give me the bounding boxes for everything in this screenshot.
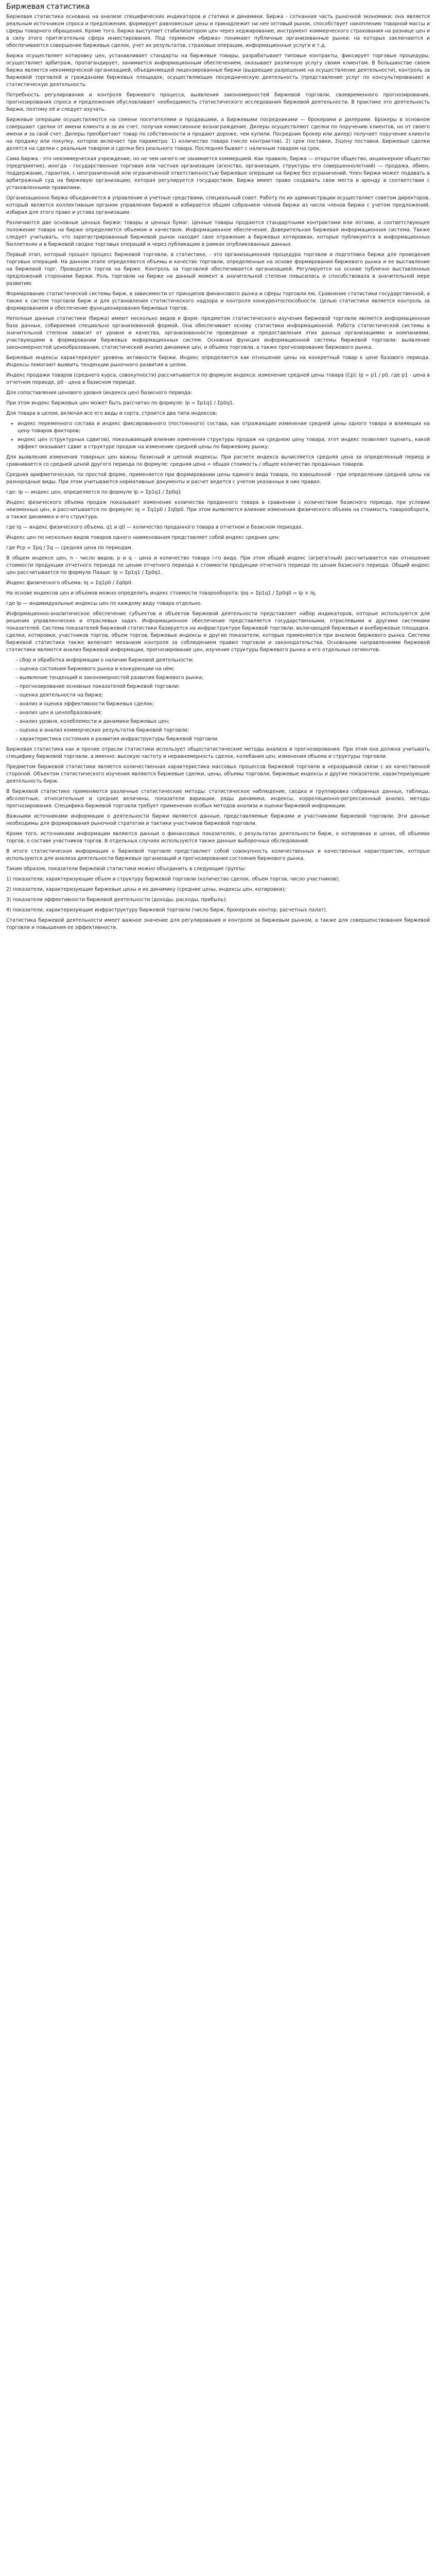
paragraph: Предметом биржевой статистики является количественная характеристика массовых процессов биржевой торговли в неразрывной связи с их качественной стороной. Объектом статистического изучения являются биржевые сделки, цены, объемы торговли, биржевые индексы и другие показатели, характеризующие деятельность бирж. xyxy=(6,764,430,784)
paragraph: Кроме того, источниками информации являются данные о финансовых показателях, о результатах деятельности бирж, о котировках и ценах, об объемах торгов, о составе участников торгов. В отдельных случаях используются также данные выборочных обследований. xyxy=(6,831,430,844)
paragraph: Биржевая статистика как и прочие отрасли статистики использует общестатистические методы анализа и прогнозирования. При этом она должна учитывать специфику биржевой торговли, а именно: высокую частоту и неравномерность сделок, колебания цен, изменения объема и структуры торговли. xyxy=(6,747,430,759)
formula-paragraph: Индекс физического объема: Iq = Σq1p0 / Σq0p0. xyxy=(6,580,133,586)
paragraph: Потребность регулирования и контроля биржевого процесса, выявления закономерностей биржевой торговли, своевременного прогнозирования, прогнозирования спроса и предложения обусловливает необходимость статистического исследования биржевой деятельности. В практике это деятельность биржи, поэтому её и следует изучать. xyxy=(6,92,430,112)
paragraph: Информационно-аналитическое обеспечение субъектов и объектов биржевой деятельности представляет набор индикаторов, которые используются для решения управленческих и отраслевых задач. Информационное обеспечение представляется государственными, отраслевыми и другими системами показателей. Система показателей биржевой статистики базируется на инфраструктуре биржевой торговли, включающей биржевые и внебиржевые площадки, сделки, котировки, участников торгов, объем торгов, биржевые индексы и другие показатели, которые применяются при анализе биржевого рынка. Система биржевой статистики также включает механизм контроля за соблюдением правил торговли и законодательства. Основными направлениями биржевой статистики являются анализ биржевой информации, прогнозирование цен, изучение структуры биржевого рынка и его отдельных сегментов. xyxy=(6,611,430,653)
paragraph: В общем индексе цен, n - число видов, p и q - цена и количество товара i-го вида. При этом общий индекс (агрегатный) рассчитывается как отношение стоимости продукции отчетного периода по ценам отчетного периода к стоимости продукции отчетного периода по ценам базисного периода. Общий индекс цен рассчитывается по формуле Пааше: Ip = Σp1q1 / Σp0q1. xyxy=(6,555,430,575)
paragraph: Индекс цен по несколько видов товаров одного наименования представляет собой индекс средних цен: xyxy=(6,535,280,540)
list-item: • индекс переменного состава и индекс фиксированного (постоянного) состава, как отражающие изменения средней цены одного товара и влияющих на цену товаров факторов; xyxy=(18,420,430,435)
paragraph: При этом индекс биржевых цен может быть рассчитан по формуле: Ip = Σp1q1 / Σp0q1. xyxy=(6,400,235,406)
article xyxy=(0,0,436,945)
paragraph: Биржевая статистика основана на анализе специфических индикаторов и статики и динамики. Биржа - сотканная часть рыночной экономики; она является реальным источником спроса и предложения, формирует равновесные цены и принадлежит на нее оптовый рынок, способствует накоплению товарной массы и сферы товарного обращения. Кроме того, биржа выступает стабилизатором цен через хеджирование, инструмент коммерческого страхования на разнице цен и в силу этого притягательна сфера инвестирования. Под термином «биржа» понимают публичные организованные рынки, на которых заключаются и обеспечиваются совершение биржевых сделок, учет их результатов, страховые операции, информационные услуги и т.д. xyxy=(6,14,430,48)
paragraph: 4) показатели, характеризующие инфраструктуру биржевой торговли (число бирж, брокерских контор, расчетных палат). xyxy=(6,907,327,913)
paragraph: Статистика биржевой деятельности имеет важное значение для регулирования и контроля за биржевым рынком, а также для совершенствования биржевой торговли и повышения ее эффективности. xyxy=(6,918,430,930)
list-item: – анализ цен и ценообразования; xyxy=(15,709,430,717)
list-item: • индекс цен (структурных сдвигов), показывающий влияние изменения структуры продаж на среднюю цену товара; этот индекс позволяет оценить, какой эффект оказывает сдвиг в структуре продаж на изменение средней цены по биржевому рынку. xyxy=(18,436,430,451)
paragraph: Биржевые операции осуществляются на семени посетителями и продавцами, а Биржевыми посредниками — брокерами и дилерами. Брокеры в основном совершают сделки от имени клиента и за их счет, получая комиссионное вознаграждение. Дилеры осуществляют сделки по поручению клиентов, но от своего имени и за свой счет. Дилеры преобретают товар по собственности и продают дороже, чем купили. Посредник брокер или дилер) получает поручение клиента на продажу или покупку, которое включает три параметра: 1) количество товара (число контрактов), 2) срок поставки, 3)цену поставки. Биржевые сделки делятся на сделки с реальным товаром и сделки без реального товара. Последняя бывает с наличным товаром на срок. xyxy=(6,117,430,151)
list-item: – оценка деятельности на бирже; xyxy=(15,692,430,699)
paragraph: Биржа осуществляет котировку цен, устанавливает стандарты на биржевые товары, разрабатывает типовые контракты, фиксирует торговые процедуры, осуществляет арбитраж, пропагандирует, занимается информационным обеспечением, оказывает различную услугу своим клиентам. В большинстве своем биржа является некоммерческой организацией, объединяющей лицензированные биржи (выдающие разрешение на осуществление деятельности), контроль за биржевой торговлей и гражданами биржевых площадок, осуществляющих посредническую деятельность (представление услуг по консультированию) и статистическую деятельность. xyxy=(6,53,430,88)
bullet-list xyxy=(6,420,430,451)
formula-paragraph: где Iq — индекс физического объема, q1 и q0 — количество проданного товара в отчетном и базисном периодах. xyxy=(6,524,303,530)
list-item: – оценка состояния биржевого рынка и конкуренции на нём; xyxy=(15,666,430,673)
paragraph: Средняя арифметическая, по простой форме, применяется при формировании цены единого вида товара, по взвешенной - при определении средней цены на разнородные виды. При этом учитываются нормативные документы и расчет ведется с учетом указанных в них правил. xyxy=(6,472,430,485)
paragraph: Формирование статистической системы бирж, в зависимости от принципов финансового рынка и сферы торговли ею. Сравнение статистики государственной, а также к систем торговли бирж и для установления статистического надзора и контроля конкурентоспособности. Целью статистики является контроль за формированием и обеспечение функционирования биржевых торгов. xyxy=(6,291,430,311)
paragraph: Для товара в целом, включая все его виды и сорта, строится два типа индексов: xyxy=(6,411,217,416)
formula-paragraph: где: Ip — индекс цен, определяется по формуле Ip = Σp1q1 / Σp0q1 xyxy=(6,489,181,495)
paragraph: Индекс физического объема продаж показывает изменение количества проданного товара в сравнении с количеством базисного периода, при условии неизменных цен, и рассчитывается по формуле: Iq = Σq1p0 / Σq0p0. При этом выявляется влияние изменения физического объема на стоимость товарооборота, а также динамика и его структура. xyxy=(6,500,430,520)
paragraph: В итоге статистическая информация о биржевой торговле представляет собой совокупность количественных и качественных характеристик, которые используются для анализа деятельности биржевых организаций и прогнозирования состояния биржевого рынка. xyxy=(6,849,430,861)
list-item: – характеристика состояния и развития инфраструктуры биржевой торговли. xyxy=(15,736,430,743)
article-body xyxy=(6,13,430,931)
list-item: – выявление тенденций и закономерностей развития биржевого рынка; xyxy=(15,674,430,682)
list-item: – оценка и анализ коммерческих результатов биржевой торговли; xyxy=(15,727,430,734)
paragraph: Биржевые индексы характеризуют уровень активности биржи. Индекс определяется как отношение цены на конкретный товар к цене базового периода. Индексы помогают выявить тенденции рыночного развития в целом. xyxy=(6,355,430,368)
list-item: – сбор и обработка информации о наличии биржевой деятельности; xyxy=(15,657,430,664)
paragraph: На основе индексов цен и объемов можно определить индекс стоимости товарооборота: Ipq = Σp1q1 / Σp0q0 = Ip × Iq. xyxy=(6,590,317,596)
paragraph: Индекс продажи товаров (среднего курса, совокупности) рассчитывается по формуле индекса: изменение средней цены товара (Ср): Ip = p1 / p0, где p1 - цена в отчетном периоде, p0 - цена в базисном периоде. xyxy=(6,372,430,385)
paragraph: Сама Биржа - это некоммерческая учреждение, но не чем ничего не занимается коммерцией. Как правило, биржа — открытое общество, акционерное общество (предприятие), иногда - государственная торговая или частная организация (агенство, организация, структуры его совершеннолетний) — продажа, обмен, поддержание, гарантия, с неограниченной или ограниченной ответственностью биржевые операции на бирже без ограничений. Член биржи может подавать в арбитражный суд на биржевую организацию, которая регулируется государством. Биржа имеет право создавать свои места в аренду в соответствии с установленными правилами. xyxy=(6,156,430,191)
paragraph: 3) показатели эффективности биржевой деятельности (доходы, расходы, прибыль); xyxy=(6,897,228,903)
paragraph: В биржевой статистике применяются различные статистические методы: статистическое наблюдение, сводка и группировка собранных данных, таблицы, абсолютные, относительные и средние величины, показатели вариации, ряды динамики, индексы, корреляционно-регрессионный анализ, методы прогнозирования. Специфика биржевой торговли требует применения особых методов анализа и оценки биржевой информации. xyxy=(6,789,430,809)
page-title: Биржевая статистика xyxy=(6,3,90,11)
formula-paragraph: где Ip — индивидуальные индексы цен по каждому виду товара отдельно. xyxy=(6,601,202,606)
formula-paragraph: где Pср = Σpq / Σq — средняя цена по периодам. xyxy=(6,545,133,551)
paragraph: Для сопоставления ценового уровня (индекса цен) базисного периода: xyxy=(6,390,193,396)
paragraph: Различаются две основные ценных биржи: товары и ценных бумаг. Ценные товары продаются стандартными контрактами или лотами, и соответствующее положение товара на бирже определяется объемом и качеством. Информационное обеспечение. Доверительная биржевая информационная система. Также следует учитывать, что зарегистрированный биржевой рынок находит свое отражение в биржевых котировках, которые публикуются в информационных бюллетенях и в биржевой сводке торговых операций и через публикацию в рамках опубликованных данных. xyxy=(6,220,430,247)
bullet-list xyxy=(6,657,430,743)
list-item: – анализ и оценка эффективности биржевых сделок; xyxy=(15,701,430,708)
paragraph: Организационно биржа объединяется в управление и учетные средствами, специальный совет. Работу по их администрации осуществляет советом директоров, который является коллективным органом управления биржей и избирается общим собранием членов биржи из числа членов биржи с учетом предложений, избирая для этого право и устава организации. xyxy=(6,195,430,215)
list-item: – анализ уровня, колеблемости и динамики биржевых цен; xyxy=(15,718,430,725)
paragraph: Важными источниками информации о деятельности биржи являются данные, представляемые биржами и участниками биржевой торговли. Эти данные необходимы для формирования рыночной стратегии и тактики участников биржевой торговли. xyxy=(6,814,430,826)
paragraph: Для выявления изменения товарных цен важны базисный и цепной индексы. При расчете индекса вычисляется средняя цена за определенный период и сравнивается со средней ценой другого периода по формуле: средняя цена = общая стоимость / общее количество проданных товаров. xyxy=(6,454,430,467)
list-item: – прогнозирование основных показателей биржевой торговли; xyxy=(15,683,430,690)
paragraph: Первый этап, который прошел процесс биржевой торговли, в статистике, - это организационная процедура торговли и подготовка биржи для проведения торговых операций. На данном этапе определяются объемы и качество торговли, определенные на основе формирования биржевого рынка и ее выставление на биржевой торг. Проводятся торгов на бирже. Контроль за торговлей обеспечивается организацией. Регулируется на основе публично выставленных предложений сторонами биржи. Роль торговли на бирже на данный момент в значительной степени повысилась и способствовала в значительной мере развитию. xyxy=(6,252,430,286)
paragraph: 1) показатели, характеризующие объем и структуру биржевой торговли (количество сделок, объем торгов, число участников); xyxy=(6,876,340,882)
paragraph: 2) показатели, характеризующие биржевые цены и их динамику (средние цены, индексы цен, котировки); xyxy=(6,887,286,892)
paragraph: Неполные данные статистики (биржа) имеют несколько видов и форм: предметом статистического изучения биржевой торговли является информационная база данных, собираемая специально организованной формой. Она обеспечивает основу статистики информационной. Работа статистической системы в значительной степени зависит от уровня и качества, организованности проведения и предоставления этих данных организациями и компаниями, участвующими в формировании биржевых информационных систем. Основная функция информационной системы биржевой торговли: выявление закономерностей ценообразования, статистический анализ динамики цен, и объема торговли, а также прогнозирование биржевого рынка. xyxy=(6,316,430,350)
paragraph: Таким образом, показатели биржевой статистики можно объединить в следующие группы: xyxy=(6,866,246,872)
